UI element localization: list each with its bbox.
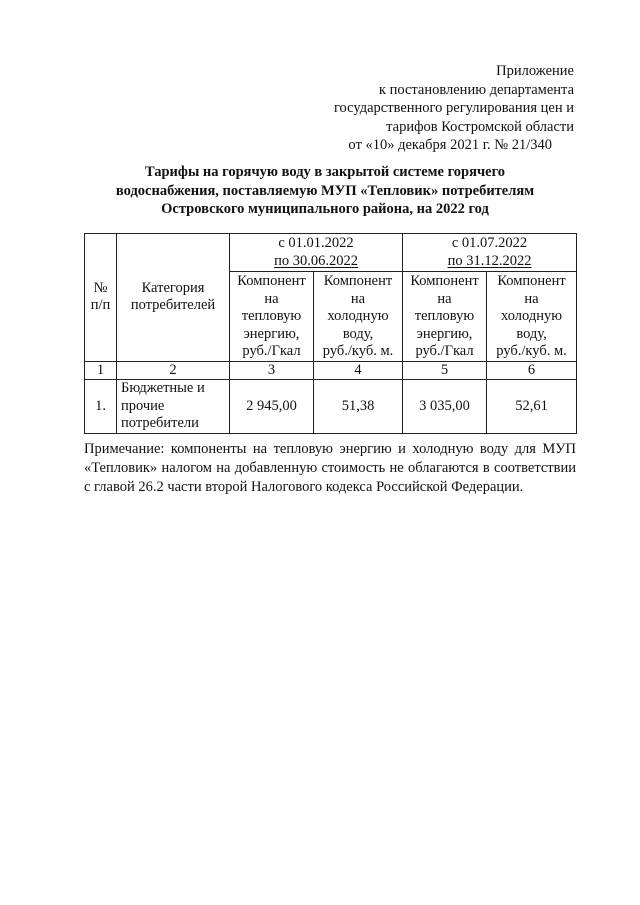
row-heat-value-1: 2 945,00 [230,380,314,434]
row-cold-value-2: 52,61 [487,380,577,434]
index-cell: 5 [403,361,487,380]
header-period-1: с 01.01.2022 по 30.06.2022 [230,234,403,272]
header-cold-component-2: Компонент на холодную воду, руб./куб. м. [487,272,577,362]
header-category: Категория потребителей [117,234,230,362]
index-cell: 1 [85,361,117,380]
row-number: 1. [85,380,117,434]
row-cold-value-1: 51,38 [314,380,403,434]
index-cell: 6 [487,361,577,380]
index-cell: 2 [117,361,230,380]
header-period-2: с 01.07.2022 по 31.12.2022 [403,234,577,272]
row-heat-value-2: 3 035,00 [403,380,487,434]
title-line-2: водоснабжения, поставляемую МУП «Тепловик» потребителям [115,182,535,199]
index-cell: 4 [314,361,403,380]
header-row-periods [85,234,577,272]
table-row [85,380,577,434]
annex-line-4: тарифов Костромской области [386,118,574,135]
index-cell: 3 [230,361,314,380]
tariff-table [84,233,577,434]
annex-line-2: к постановлению департамента [378,81,574,98]
header-number: № п/п [85,234,117,362]
header-heat-component-1: Компонент на тепловую энергию, руб./Гкал [230,272,314,362]
title-line-3: Островского муниципального района, на 2022 год [161,201,489,218]
header-heat-component-2: Компонент на тепловую энергию, руб./Гкал [403,272,487,362]
annex-title: Приложение [496,63,574,79]
index-row [85,361,577,380]
annex-date-number: от «10» декабря 2021 г. № 21/340 [348,137,552,154]
footnote: Примечание: компоненты на тепловую энергию и холодную воду для МУП «Тепловик» налогом на добавленную стоимость не облагаются в соответствии с главой 26.2 части второй Налогового кодекса Российской Федерации. [84,441,576,495]
annex-line-3: государственного регулирования цен и [333,100,574,117]
header-cold-component-1: Компонент на холодную воду, руб./куб. м. [314,272,403,362]
annex-block [254,62,574,155]
document-title [70,163,580,219]
title-line-1: Тарифы на горячую воду в закрытой системе горячего [144,164,506,180]
row-category: Бюджетные и прочие потребители [117,380,230,434]
